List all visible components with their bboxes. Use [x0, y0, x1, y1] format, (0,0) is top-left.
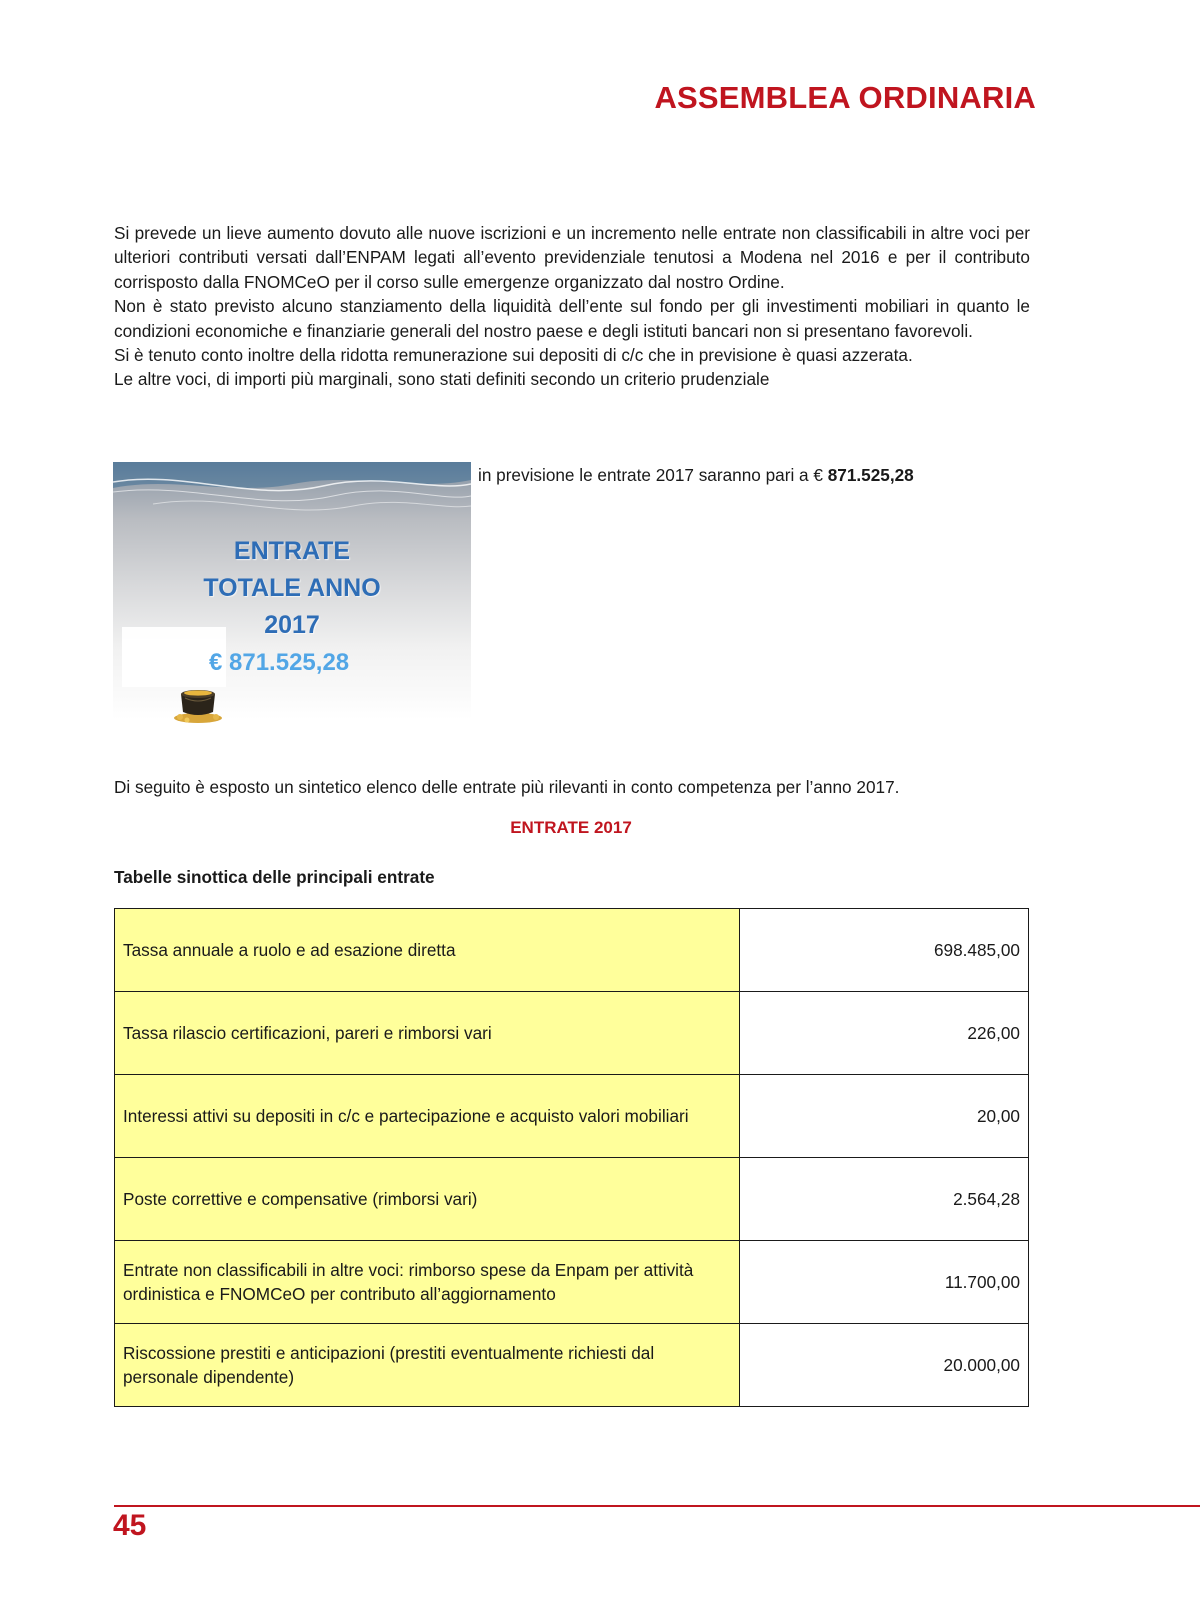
row-value: 226,00 [740, 992, 1029, 1075]
gold-pot-icon [172, 682, 224, 724]
table-row [115, 1158, 1029, 1241]
page-title: ASSEMBLEA ORDINARIA [654, 80, 1036, 115]
list-intro-text: Di seguito è esposto un sintetico elenco delle entrate più rilevanti in conto competenza per l’anno 2017. [114, 777, 900, 797]
intro-paragraph: Non è stato previsto alcuno stanziamento della liquidità dell’ente sul fondo per gli investimenti mobiliari in quanto le condizioni economiche e finanziarie generali del nostro paese e degli istituti bancari non si presentano favorevoli. [114, 296, 1030, 341]
entrate-table [114, 908, 1029, 1407]
entrate-total-sentence [478, 463, 914, 487]
table-row [115, 1075, 1029, 1158]
entrate-total-prefix: in previsione le entrate 2017 saranno pari a € [478, 465, 828, 485]
row-value: 2.564,28 [740, 1158, 1029, 1241]
table-row [115, 909, 1029, 992]
row-label: Tassa rilascio certificazioni, pareri e rimborsi vari [115, 992, 740, 1075]
wave-decoration-icon [113, 462, 471, 532]
row-label: Entrate non classificabili in altre voci: rimborso spese da Enpam per attività ordinistica e FNOMCeO per contributo all’aggiornamento [115, 1241, 740, 1324]
intro-paragraph: Si prevede un lieve aumento dovuto alle nuove iscrizioni e un incremento nelle entrate non classificabili in altre voci per ulteriori contributi versati dall’ENPAM legati all’evento previdenziale tenutosi a Modena nel 2016 e per il contributo corrisposto dalla FNOMCeO per il corso sulle emergenze organizzato dal nostro Ordine. [114, 223, 1030, 292]
table-row [115, 992, 1029, 1075]
banner-line-year: 2017 [264, 611, 320, 639]
intro-text [114, 221, 1030, 392]
banner-amount: € 871.525,28 [209, 649, 350, 676]
banner-line-totale-anno: TOTALE ANNO [203, 574, 381, 602]
page-number: 45 [113, 1509, 147, 1542]
table-row [115, 1324, 1029, 1407]
table-caption: Tabelle sinottica delle principali entrate [114, 867, 435, 887]
footer-divider [114, 1505, 1200, 1507]
entrate-total-amount: 871.525,28 [827, 465, 914, 485]
table-row [115, 1241, 1029, 1324]
row-label: Riscossione prestiti e anticipazioni (prestiti eventualmente richiesti dal personale dipendente) [115, 1324, 740, 1407]
banner-line-entrate: ENTRATE [233, 537, 351, 565]
row-value: 20,00 [740, 1075, 1029, 1158]
section-title: ENTRATE 2017 [510, 818, 632, 837]
row-value: 20.000,00 [740, 1324, 1029, 1407]
row-value: 698.485,00 [740, 909, 1029, 992]
row-value: 11.700,00 [740, 1241, 1029, 1324]
intro-paragraph: Si è tenuto conto inoltre della ridotta remunerazione sui depositi di c/c che in previsione è quasi azzerata. [114, 345, 913, 366]
row-label: Tassa annuale a ruolo e ad esazione diretta [115, 909, 740, 992]
row-label: Interessi attivi su depositi in c/c e partecipazione e acquisto valori mobiliari [115, 1075, 740, 1158]
row-label: Poste correttive e compensative (rimborsi vari) [115, 1158, 740, 1241]
intro-paragraph: Le altre voci, di importi più marginali, sono stati definiti secondo un criterio prudenziale [114, 369, 770, 390]
